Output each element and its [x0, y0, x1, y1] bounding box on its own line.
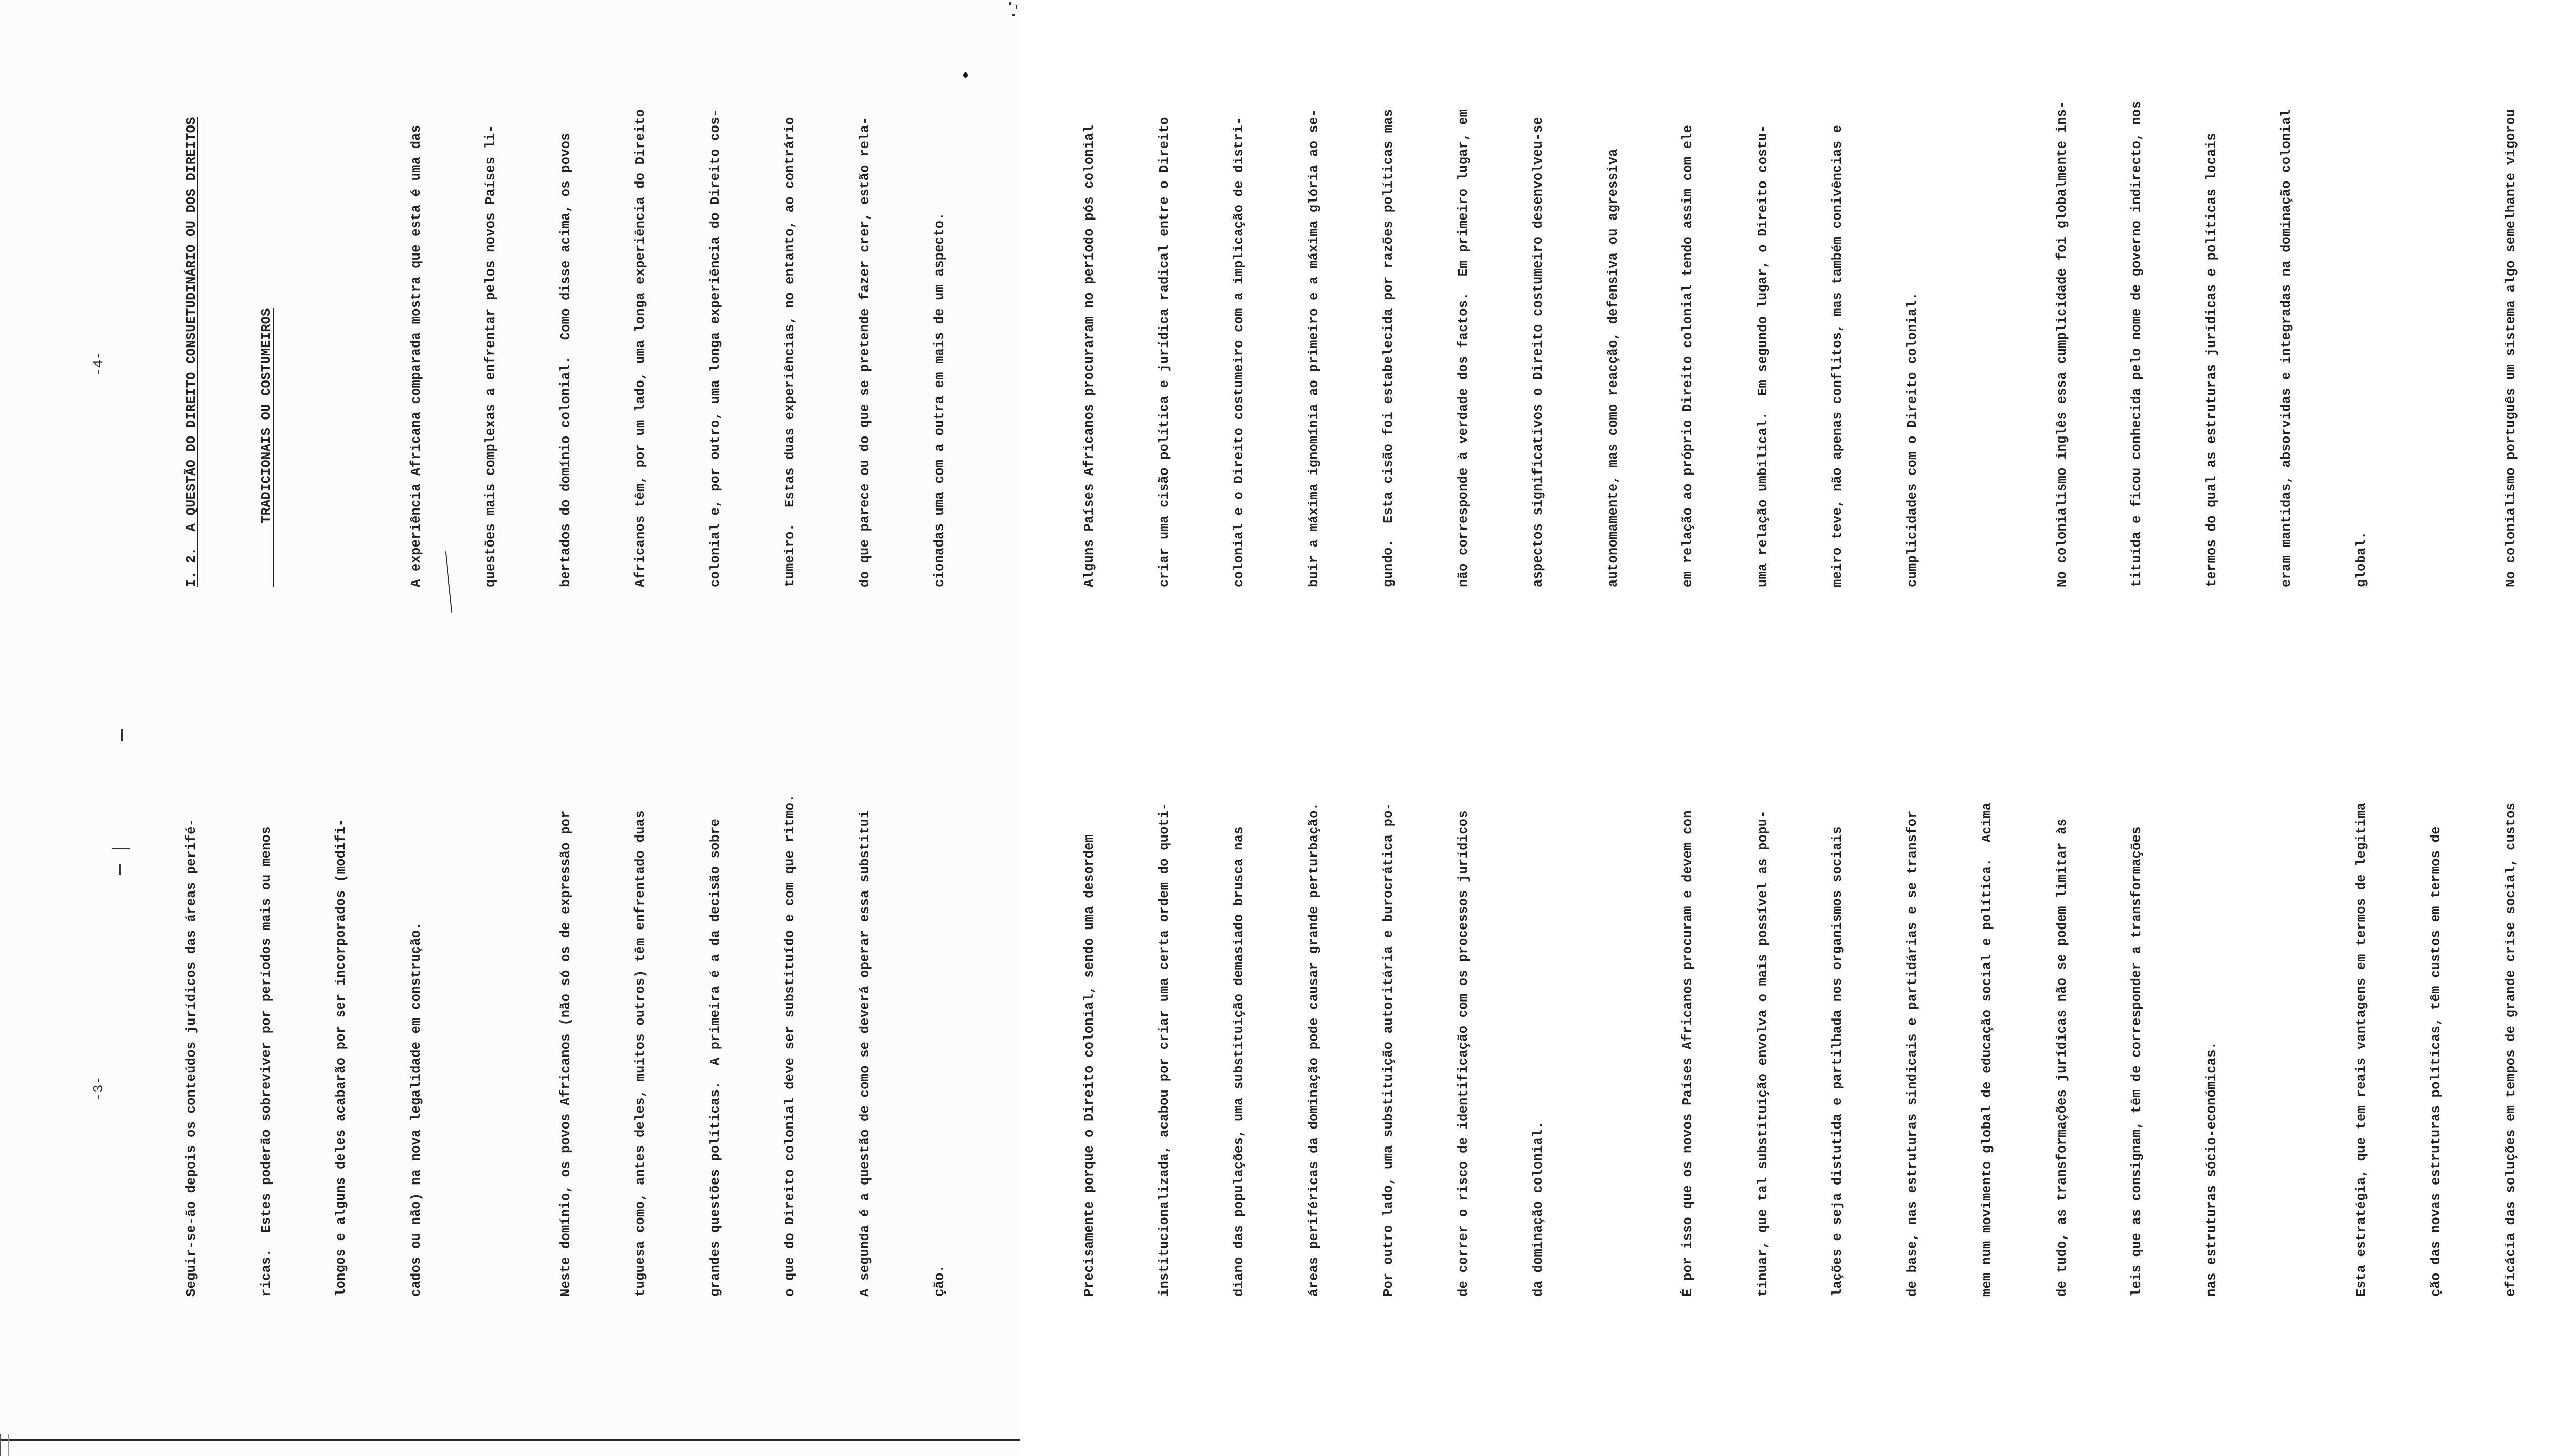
text-line: de correr o risco de identificação com os processos jurídicos [1456, 810, 1471, 1297]
text-line: nas estruturas sócio-económicas. [2204, 1041, 2219, 1297]
text-line: grandes questões políticas. A primeira é a da decisão sobre [708, 818, 723, 1297]
text-line: Precisamente porque o Direito colonial, sendo uma desordem [1082, 834, 1097, 1297]
text-line: leis que as consignam, têm de corresponder a transformações [2129, 826, 2144, 1297]
text-line: ção. [932, 1264, 947, 1297]
text-line: diano das populações, uma substituição demasiado brusca nas [1232, 826, 1246, 1297]
text-line: Neste domínio, os povos Africanos (não só os de expressão por [558, 810, 573, 1297]
scan-speck [1009, 2, 1011, 5]
scan-corner-edge [0, 1434, 9, 1456]
text-line: cionadas uma com a outra em mais de um aspecto. [932, 212, 947, 587]
text-line: o que do Direito colonial deve ser substituído e com que ritmo. [783, 794, 798, 1297]
text-line: eram mantidas, absorvidas e integradas na dominação colonial [2279, 108, 2294, 587]
text-line: de base, nas estruturas sindicais e partidárias e se transfor [1905, 810, 1920, 1297]
margin-bracket-mark [121, 729, 123, 741]
text-line: tuguesa como, antes deles, muitos outros) têm enfrentado duas [633, 810, 648, 1297]
text-line: gundo. Esta cisão foi estabelecida por razões políticas mas [1381, 108, 1396, 587]
text-line: colonial e, por outro, uma longa experiência do Direito cos- [708, 108, 723, 587]
text-line: em relação ao próprio Direito colonial tendo assim com ele [1680, 124, 1695, 587]
text-line: Alguns Países Africanos procuraram no período pós colonial [1082, 124, 1097, 587]
text-line: lações e seja distutida e partilhada nos organismos sociais [1830, 826, 1845, 1297]
text-line: No colonialismo português um sistema algo semelhante vigorou [2503, 108, 2519, 587]
text-line: tumeiro. Estas duas experiências, no entanto, ao contrário [783, 117, 798, 587]
text-line: tituída e ficou conhecida pelo nome de governo indirecto, nos [2129, 101, 2144, 587]
text-line: autonomamente, mas como reacção, defensiva ou agressiva [1605, 149, 1621, 587]
text-line: termos do qual as estruturas jurídicas e políticas locais [2204, 133, 2219, 587]
text-line: ção das novas estruturas políticas, têm custos em termos de [2429, 826, 2443, 1297]
text-line: meiro teve, não apenas conflitos, mas também conivências e [1830, 124, 1845, 587]
text-line: Por outro lado, uma substituição autoritária e burocrática po- [1381, 802, 1396, 1297]
text-line: institucionalizada, acabou por criar uma certa ordem do quoti- [1156, 802, 1172, 1297]
scan-speck [1016, 5, 1017, 9]
margin-arrow-mark [112, 848, 130, 849]
margin-bracket-mark [119, 864, 121, 875]
text-line: global. [2353, 531, 2369, 587]
text-line: eficácia das soluções em tempos de grande crise social, custos [2503, 802, 2519, 1297]
text-line: criar uma cisão política e jurídica radical entre o Direito [1156, 117, 1172, 587]
text-line: Esta estratégia, que tem reais vantagens em termos de legitima [2353, 802, 2369, 1297]
text-line: cumplicidades com o Direito colonial. [1905, 292, 1920, 587]
section-heading: TRADICIONAIS OU COSTUMEIROS [259, 308, 274, 587]
text-line: uma relação umbilical. Em segundo lugar, o Direito costu- [1755, 124, 1770, 587]
text-line: da dominação colonial. [1531, 1121, 1546, 1297]
text-line: áreas periféricas da dominação pode causar grande perturbação. [1306, 802, 1321, 1297]
text-line: A segunda é a questão de como se deverá operar essa substitui [857, 810, 873, 1297]
text-line: É por isso que os novos Países Africanos procuram e devem con [1680, 810, 1695, 1297]
section-heading: I. 2. A QUESTÃO DO DIREITO CONSUETUDINÁRIO OU DOS DIREITOS [184, 117, 199, 587]
left-page-text [130, 794, 2571, 1297]
text-line: aspectos significativos o Direito costumeiro desenvolveu-se [1531, 117, 1546, 587]
scan-bottom-edge [0, 1439, 1020, 1441]
text-line: longos e alguns deles acabarão por ser incorporados (modifi- [334, 818, 349, 1297]
text-line: cados ou não) na nova legalidade em construção. [408, 922, 424, 1297]
text-line: Seguir-se-ão depois os conteúdos jurídicos das áreas perifé- [184, 818, 199, 1297]
text-line: tinuar, que tal substituição envolva o mais possível as popu- [1755, 810, 1770, 1297]
text-line: bertados do domínio colonial. Como disse acima, os povos [558, 133, 573, 587]
scan-speck [1012, 14, 1015, 16]
punch-hole-dot [963, 72, 968, 78]
text-line: Africanos têm, por um lado, uma longa experiência do Direito [633, 108, 648, 587]
text-line: colonial e o Direito costumeiro com a implicação de distri- [1232, 117, 1246, 587]
text-line: buir a máxima ignomínia ao primeiro e a máxima glória ao se- [1306, 108, 1321, 587]
text-line: No colonialismo inglês essa cumplicidade foi globalmente ins- [2054, 101, 2070, 587]
text-line: ricas. Estes poderão sobreviver por períodos mais ou menos [259, 826, 274, 1297]
text-line: não corresponde à verdade dos factos. Em primeiro lugar, em [1456, 108, 1471, 587]
page-number-right: -4- [92, 351, 107, 376]
text-line: questões mais complexas a enfrentar pelos novos Países li- [483, 124, 498, 587]
text-line: do que parece ou do que se pretende fazer crer, estão rela- [857, 117, 873, 587]
text-line: mem num movimento global de educação social e política. Acima [1980, 802, 1995, 1297]
page-number-left: -3- [92, 1076, 107, 1101]
text-line: de tudo, as transformações jurídicas não se podem limitar às [2054, 818, 2070, 1297]
text-line: A experiência Africana comparada mostra que esta é uma das [408, 124, 424, 587]
right-page-text [130, 93, 2571, 587]
